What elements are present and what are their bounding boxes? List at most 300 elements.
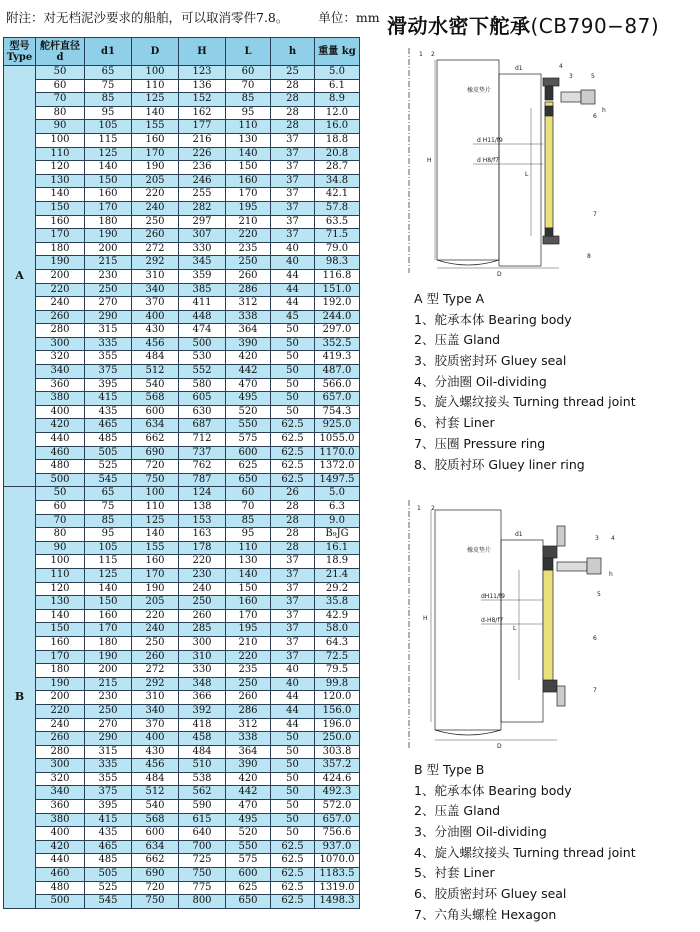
- table-cell: 330: [179, 664, 226, 678]
- table-cell: 195: [226, 623, 271, 637]
- table-cell: 775: [179, 881, 226, 895]
- table-cell: 435: [85, 827, 132, 841]
- table-cell: 355: [85, 351, 132, 365]
- table-cell: 272: [132, 664, 179, 678]
- callout-6: 6: [593, 113, 597, 120]
- table-cell: 50: [271, 827, 315, 841]
- table-cell: 153: [179, 514, 226, 528]
- col-header-d1: d1: [85, 38, 132, 66]
- table-row: [4, 650, 360, 664]
- table-row: [4, 297, 360, 311]
- table-cell: 220: [36, 704, 85, 718]
- table-cell: 35.8: [315, 596, 360, 610]
- table-cell: 690: [132, 868, 179, 882]
- table-cell: 392: [179, 704, 226, 718]
- table-cell: 29.2: [315, 582, 360, 596]
- table-cell: 170: [132, 568, 179, 582]
- table-cell: 160: [36, 215, 85, 229]
- table-cell: 37: [271, 582, 315, 596]
- table-cell: 44: [271, 718, 315, 732]
- table-cell: 272: [132, 242, 179, 256]
- table-cell: 28: [271, 501, 315, 515]
- table-cell: 1372.0: [315, 460, 360, 474]
- gland: [543, 546, 557, 558]
- top-hexagon-bolt: [557, 526, 565, 546]
- table-cell: 250: [226, 256, 271, 270]
- table-cell: 340: [36, 786, 85, 800]
- table-cell: 380: [36, 813, 85, 827]
- table-cell: 320: [36, 351, 85, 365]
- legend-b-item: 6、胶质密封环 Gluey seal: [414, 886, 567, 902]
- table-cell: 37: [271, 623, 315, 637]
- table-cell: 484: [132, 351, 179, 365]
- table-row: [4, 324, 360, 338]
- table-cell: 150: [226, 161, 271, 175]
- table-cell: 220: [226, 650, 271, 664]
- table-row: [4, 106, 360, 120]
- table-cell: 180: [36, 242, 85, 256]
- table-cell: 178: [179, 541, 226, 555]
- legend-a-item: 1、舵承本体 Bearing body: [414, 311, 572, 327]
- table-cell: 130: [36, 174, 85, 188]
- table-cell: 750: [179, 868, 226, 882]
- table-cell: 282: [179, 201, 226, 215]
- table-cell: 40: [271, 677, 315, 691]
- table-row: [4, 596, 360, 610]
- table-cell: 50: [271, 759, 315, 773]
- table-row: [4, 691, 360, 705]
- table-row: [4, 147, 360, 161]
- table-row: [4, 133, 360, 147]
- legend-b-item: 3、分油圈 Oil-dividing: [414, 824, 547, 840]
- table-cell: 512: [132, 786, 179, 800]
- table-cell: 480: [36, 881, 85, 895]
- type-b-section-drawing: [397, 500, 622, 755]
- table-cell: 140: [36, 188, 85, 202]
- table-cell: 62.5: [271, 881, 315, 895]
- liner: [543, 570, 553, 680]
- hex-nut: [581, 90, 595, 104]
- table-cell: 700: [179, 840, 226, 854]
- table-cell: 85: [85, 514, 132, 528]
- table-cell: 200: [85, 242, 132, 256]
- table-row: [4, 310, 360, 324]
- table-cell: 687: [179, 419, 226, 433]
- table-cell: 220: [132, 609, 179, 623]
- table-cell: 200: [85, 664, 132, 678]
- legend-b-heading: B 型 Type B: [414, 762, 485, 777]
- table-row: [4, 201, 360, 215]
- table-cell: 37: [271, 229, 315, 243]
- table-cell: 28: [271, 541, 315, 555]
- col-header-H: H: [179, 38, 226, 66]
- table-cell: 200: [36, 269, 85, 283]
- table-cell: 415: [85, 813, 132, 827]
- table-cell: 400: [36, 405, 85, 419]
- table-cell: 110: [36, 147, 85, 161]
- callout-7: 7: [593, 211, 597, 218]
- table-row: [4, 854, 360, 868]
- table-cell: 345: [179, 256, 226, 270]
- table-cell: 255: [179, 188, 226, 202]
- table-cell: 460: [36, 868, 85, 882]
- table-cell: 37: [271, 596, 315, 610]
- callout-7: 7: [593, 687, 597, 694]
- table-cell: 370: [132, 297, 179, 311]
- table-cell: 130: [36, 596, 85, 610]
- table-cell: 315: [85, 324, 132, 338]
- table-cell: 79.0: [315, 242, 360, 256]
- table-row: [4, 786, 360, 800]
- table-cell: 105: [85, 120, 132, 134]
- table-row: [4, 283, 360, 297]
- table-cell: 98.3: [315, 256, 360, 270]
- table-cell: 65: [85, 487, 132, 501]
- legend-a-item: 3、胶质密封环 Gluey seal: [414, 353, 567, 369]
- table-cell: 21.4: [315, 568, 360, 582]
- table-row: [4, 188, 360, 202]
- callout-3: 3: [569, 73, 573, 80]
- table-cell: 625: [226, 460, 271, 474]
- table-cell: 600: [226, 446, 271, 460]
- table-row: [4, 732, 360, 746]
- table-cell: 630: [179, 405, 226, 419]
- pressure-ring: [543, 236, 559, 244]
- table-cell: 260: [36, 732, 85, 746]
- table-cell: 190: [36, 677, 85, 691]
- table-cell: 550: [226, 840, 271, 854]
- table-cell: 152: [179, 93, 226, 107]
- table-cell: 100: [132, 487, 179, 501]
- table-cell: 307: [179, 229, 226, 243]
- table-cell: 170: [226, 188, 271, 202]
- table-cell: 500: [179, 337, 226, 351]
- table-cell: 520: [226, 827, 271, 841]
- table-cell: 605: [179, 392, 226, 406]
- table-cell: 90: [36, 541, 85, 555]
- legend-a-item: 4、分油圈 Oil-dividing: [414, 373, 547, 389]
- table-cell: 215: [85, 256, 132, 270]
- table-row: [4, 664, 360, 678]
- table-cell: 250: [132, 215, 179, 229]
- table-cell: 400: [36, 827, 85, 841]
- callout-2: 2: [431, 51, 435, 58]
- table-cell: 50: [36, 66, 85, 80]
- table-cell: 625: [226, 881, 271, 895]
- table-cell: 280: [36, 745, 85, 759]
- table-cell: B₉JG: [315, 528, 360, 542]
- gland: [543, 78, 559, 86]
- table-cell: 448: [179, 310, 226, 324]
- table-cell: 320: [36, 772, 85, 786]
- table-cell: 205: [132, 174, 179, 188]
- table-cell: 756.6: [315, 827, 360, 841]
- table-cell: 480: [36, 460, 85, 474]
- table-cell: 260: [179, 609, 226, 623]
- table-row: [4, 868, 360, 882]
- table-row: [4, 93, 360, 107]
- legend-b-item: 2、压盖 Gland: [414, 803, 501, 819]
- table-cell: 315: [85, 745, 132, 759]
- table-cell: 800: [179, 895, 226, 909]
- table-cell: 160: [226, 174, 271, 188]
- table-cell: 545: [85, 473, 132, 487]
- table-cell: 70: [36, 514, 85, 528]
- table-cell: 568: [132, 392, 179, 406]
- table-cell: 50: [271, 337, 315, 351]
- type-cell: A: [4, 66, 36, 487]
- table-cell: 720: [132, 460, 179, 474]
- table-row: [4, 365, 360, 379]
- table-cell: 60: [36, 501, 85, 515]
- table-row: [4, 229, 360, 243]
- table-row: [4, 337, 360, 351]
- table-cell: 355: [85, 772, 132, 786]
- legend-type-a: [414, 289, 636, 475]
- table-cell: 60: [226, 66, 271, 80]
- table-cell: 62.5: [271, 419, 315, 433]
- legend-a-item: 7、压圈 Pressure ring: [414, 435, 546, 451]
- col-header-d: 舵杆直径 d: [36, 38, 85, 66]
- table-cell: 240: [36, 297, 85, 311]
- table-cell: 270: [85, 718, 132, 732]
- table-cell: 120.0: [315, 691, 360, 705]
- table-cell: 297.0: [315, 324, 360, 338]
- legend-a-item: 2、压盖 Gland: [414, 332, 501, 348]
- table-cell: 540: [132, 800, 179, 814]
- table-cell: 762: [179, 460, 226, 474]
- table-cell: 487.0: [315, 365, 360, 379]
- table-cell: 72.5: [315, 650, 360, 664]
- table-cell: 125: [132, 514, 179, 528]
- table-cell: 120: [36, 582, 85, 596]
- table-cell: 155: [132, 541, 179, 555]
- table-cell: 160: [36, 636, 85, 650]
- table-row: [4, 609, 360, 623]
- table-cell: 568: [132, 813, 179, 827]
- table-row: [4, 827, 360, 841]
- table-cell: 220: [226, 229, 271, 243]
- fit1-label: dH11/f9: [481, 593, 505, 600]
- table-cell: 465: [85, 840, 132, 854]
- table-cell: 418: [179, 718, 226, 732]
- table-cell: 360: [36, 800, 85, 814]
- table-cell: 512: [132, 365, 179, 379]
- table-cell: 286: [226, 704, 271, 718]
- table-cell: 575: [226, 854, 271, 868]
- table-cell: 62.5: [271, 868, 315, 882]
- table-cell: 360: [36, 378, 85, 392]
- table-row: [4, 215, 360, 229]
- table-cell: 364: [226, 745, 271, 759]
- col-header-D: D: [132, 38, 179, 66]
- table-cell: 170: [85, 623, 132, 637]
- table-cell: 650: [226, 895, 271, 909]
- table-cell: 100: [36, 555, 85, 569]
- legend-b-item: 4、旋入螺纹接头 Turning thread joint: [414, 844, 636, 860]
- table-cell: 485: [85, 854, 132, 868]
- table-row: [4, 174, 360, 188]
- table-cell: 37: [271, 147, 315, 161]
- table-cell: 64.3: [315, 636, 360, 650]
- table-cell: 230: [85, 269, 132, 283]
- table-cell: 115: [85, 555, 132, 569]
- table-cell: 562: [179, 786, 226, 800]
- table-cell: 28: [271, 93, 315, 107]
- table-cell: 140: [132, 528, 179, 542]
- table-cell: 50: [271, 772, 315, 786]
- table-cell: 552: [179, 365, 226, 379]
- table-row: [4, 800, 360, 814]
- table-cell: 240: [36, 718, 85, 732]
- dim-H-label: H: [423, 615, 428, 622]
- table-cell: 25: [271, 66, 315, 80]
- table-cell: 62.5: [271, 895, 315, 909]
- table-cell: 420: [36, 840, 85, 854]
- table-cell: 85: [226, 514, 271, 528]
- table-cell: 456: [132, 337, 179, 351]
- table-cell: 6.1: [315, 79, 360, 93]
- table-cell: 45: [271, 310, 315, 324]
- table-cell: 430: [132, 745, 179, 759]
- table-cell: 312: [226, 718, 271, 732]
- table-cell: 310: [132, 269, 179, 283]
- table-cell: 100: [132, 66, 179, 80]
- table-cell: 40: [271, 242, 315, 256]
- table-cell: 600: [132, 827, 179, 841]
- liner: [545, 102, 553, 228]
- table-cell: 160: [132, 555, 179, 569]
- type-a-section-drawing: [397, 48, 622, 278]
- table-cell: 125: [132, 93, 179, 107]
- table-cell: 220: [36, 283, 85, 297]
- table-cell: 415: [85, 392, 132, 406]
- table-cell: 37: [271, 133, 315, 147]
- table-cell: 1319.0: [315, 881, 360, 895]
- stock-break-line: [437, 260, 499, 265]
- table-cell: 657.0: [315, 392, 360, 406]
- callout-1: 1: [419, 51, 423, 58]
- table-row: [4, 555, 360, 569]
- table-cell: 216: [179, 133, 226, 147]
- table-cell: 190: [36, 256, 85, 270]
- table-cell: 235: [226, 664, 271, 678]
- table-cell: 420: [36, 419, 85, 433]
- table-cell: 300: [36, 337, 85, 351]
- table-cell: 170: [36, 650, 85, 664]
- table-cell: 5.0: [315, 66, 360, 80]
- table-cell: 151.0: [315, 283, 360, 297]
- table-row: [4, 269, 360, 283]
- table-cell: 250: [85, 704, 132, 718]
- table-cell: 26: [271, 487, 315, 501]
- table-cell: 205: [132, 596, 179, 610]
- table-cell: 62.5: [271, 473, 315, 487]
- footnote: [6, 8, 380, 26]
- table-cell: 140: [226, 568, 271, 582]
- table-cell: 380: [36, 392, 85, 406]
- table-cell: 662: [132, 854, 179, 868]
- table-cell: 85: [85, 93, 132, 107]
- table-cell: 58.0: [315, 623, 360, 637]
- footnote-text: 附注：对无档泥沙要求的船舶，可以取消零件7.8。: [6, 10, 289, 25]
- table-cell: 634: [132, 840, 179, 854]
- table-cell: 720: [132, 881, 179, 895]
- table-cell: 492.3: [315, 786, 360, 800]
- table-cell: 130: [226, 555, 271, 569]
- table-cell: 95: [226, 528, 271, 542]
- table-body-type-b: [4, 487, 360, 908]
- table-cell: 150: [85, 174, 132, 188]
- table-cell: 250: [85, 283, 132, 297]
- table-cell: 359: [179, 269, 226, 283]
- dim-H-label: H: [427, 157, 432, 164]
- table-row: [4, 419, 360, 433]
- table-cell: 124: [179, 487, 226, 501]
- callout-8: 8: [587, 253, 591, 260]
- table-cell: 226: [179, 147, 226, 161]
- table-cell: 236: [179, 161, 226, 175]
- table-cell: 495: [226, 813, 271, 827]
- table-cell: 65: [85, 66, 132, 80]
- table-row: [4, 813, 360, 827]
- table-cell: 424.6: [315, 772, 360, 786]
- table-cell: 110: [226, 541, 271, 555]
- legend-type-b: [414, 760, 636, 926]
- title-code: (CB790−87): [530, 14, 660, 38]
- table-cell: 260: [132, 650, 179, 664]
- table-cell: 484: [179, 745, 226, 759]
- table-row: [4, 528, 360, 542]
- table-cell: 540: [132, 378, 179, 392]
- callout-3: 3: [595, 535, 599, 542]
- table-cell: 163: [179, 528, 226, 542]
- table-cell: 50: [271, 745, 315, 759]
- table-cell: 712: [179, 433, 226, 447]
- unit-label: 单位：mm: [318, 10, 380, 25]
- table-cell: 495: [226, 392, 271, 406]
- table-cell: 340: [132, 283, 179, 297]
- table-cell: 79.5: [315, 664, 360, 678]
- table-cell: 250: [132, 636, 179, 650]
- table-row: [4, 501, 360, 515]
- table-cell: 37: [271, 174, 315, 188]
- table-cell: 44: [271, 269, 315, 283]
- table-cell: 40: [271, 256, 315, 270]
- col-header-L: L: [226, 38, 271, 66]
- table-cell: 240: [132, 623, 179, 637]
- table-cell: 110: [132, 501, 179, 515]
- table-cell: 80: [36, 528, 85, 542]
- table-cell: 95: [226, 106, 271, 120]
- table-cell: 250: [179, 596, 226, 610]
- table-cell: 260: [36, 310, 85, 324]
- table-cell: 440: [36, 433, 85, 447]
- table-row: [4, 745, 360, 759]
- table-cell: 575: [226, 433, 271, 447]
- table-cell: 600: [132, 405, 179, 419]
- rubber-pad-label: 橡皮垫片: [467, 547, 492, 554]
- table-cell: 50: [271, 351, 315, 365]
- table-row: [4, 242, 360, 256]
- table-cell: 18.9: [315, 555, 360, 569]
- title-text: 滑动水密下舵承: [387, 14, 531, 38]
- table-cell: 125: [85, 568, 132, 582]
- table-cell: 572.0: [315, 800, 360, 814]
- table-row: [4, 840, 360, 854]
- table-cell: 260: [226, 269, 271, 283]
- table-cell: 210: [226, 215, 271, 229]
